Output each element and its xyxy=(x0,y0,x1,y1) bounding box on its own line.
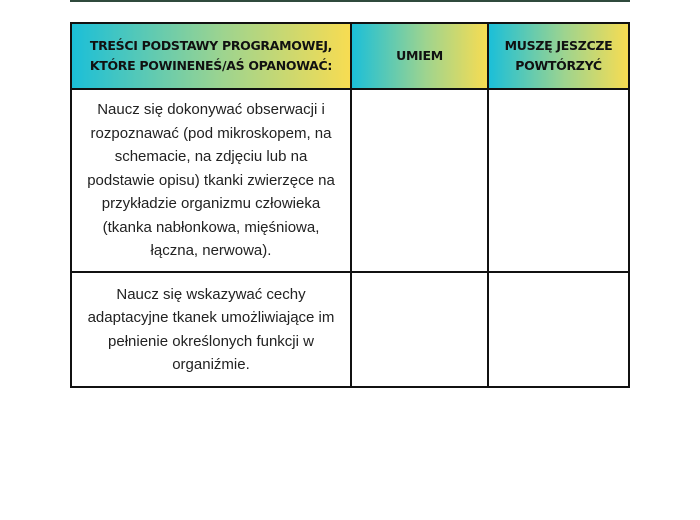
content-cell: Naucz się wskazywać cechy adaptacyjne tkanek umożliwiające im pełnienie określonych funkcji w organiźmie. xyxy=(71,272,351,387)
top-divider xyxy=(70,0,630,2)
content-cell: Naucz się dokonywać obserwacji i rozpoznawać (pod mikroskopem, na schemacie, na zdjęciu lub na podstawie opisu) tkanki zwierzęce na przykładzie organizmu człowieka (tkanka nabłonkowa, mięśniowa, łączna, nerwowa). xyxy=(71,89,351,272)
table-row xyxy=(71,272,629,387)
powtorzyc-cell[interactable] xyxy=(488,272,629,387)
header-content: TREŚCI PODSTAWY PROGRAMOWEJ, KTÓRE POWINENEŚ/AŚ OPANOWAĆ: xyxy=(71,23,351,89)
header-umiem: UMIEM xyxy=(351,23,488,89)
self-assessment-table xyxy=(70,22,630,388)
powtorzyc-cell[interactable] xyxy=(488,89,629,272)
umiem-cell[interactable] xyxy=(351,89,488,272)
header-row xyxy=(71,23,629,89)
header-powtorzyc: MUSZĘ JESZCZE POWTÓRZYĆ xyxy=(488,23,629,89)
umiem-cell[interactable] xyxy=(351,272,488,387)
table-row xyxy=(71,89,629,272)
